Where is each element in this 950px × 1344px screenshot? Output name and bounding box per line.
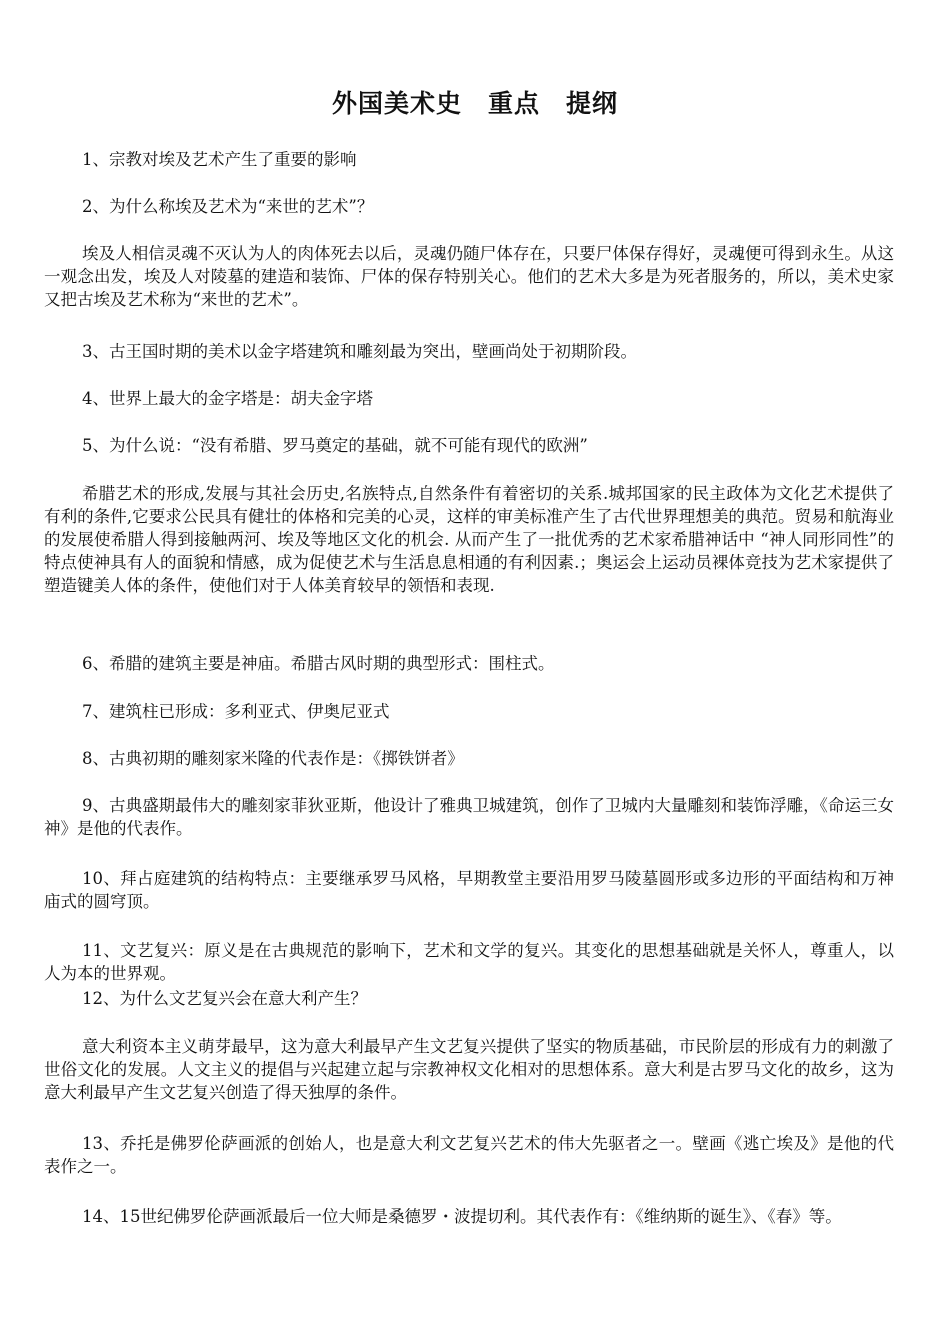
paragraph-17: 14、15世纪佛罗伦萨画派最后一位大师是桑德罗・波提切利。其代表作有：《维纳斯的诞生》、《春》等。 <box>82 1207 842 1226</box>
paragraph-15: 意大利资本主义萌芽最早，这为意大利最早产生文艺复兴提供了坚实的物质基础，市民阶层的形成有力的刺激了世俗文化的发展。人文主义的提倡与兴起建立起与宗教神权文化相对的思想体系。意大利是古罗马文化的故乡，这为意大利最早产生文艺复兴创造了得天独厚的条件。 <box>44 1037 894 1102</box>
paragraph-9: 7、建筑柱已形成：多利亚式、伊奥尼亚式 <box>82 702 390 721</box>
paragraph-7: 希腊艺术的形成,发展与其社会历史,名族特点,自然条件有着密切的关系.城邦国家的民主政体为文化艺术提供了有利的条件,它要求公民具有健壮的体格和完美的心灵，这样的审美标准产生了古代世界理想美的典范。贸易和航海业的发展使希腊人得到接触两河、埃及等地区文化的机会. 从而产生了一批优秀的艺术家希腊神话中 “神人同形同性”的特点使神具有人的面貌和情感，成为促使艺术与生活息息相通的有利因素.；奥运会上运动员裸体竞技为艺术家提供了塑造键美人体的条件，使他们对于人体美育较早的领悟和表现. <box>44 484 894 595</box>
paragraph-10: 8、古典初期的雕刻家米隆的代表作是：《掷铁饼者》 <box>82 749 464 768</box>
paragraph-16: 13、乔托是佛罗伦萨画派的创始人，也是意大利文艺复兴艺术的伟大先驱者之一。壁画《逃亡埃及》是他的代表作之一。 <box>44 1134 894 1176</box>
paragraph-8: 6、希腊的建筑主要是神庙。希腊古风时期的典型形式：围柱式。 <box>82 654 555 673</box>
paragraph-12: 10、拜占庭建筑的结构特点：主要继承罗马风格，早期教堂主要沿用罗马陵墓圆形或多边形的平面结构和万神庙式的圆穹顶。 <box>44 869 894 911</box>
paragraph-14: 12、为什么文艺复兴会在意大利产生？ <box>82 989 367 1008</box>
paragraph-5: 4、世界上最大的金字塔是：胡夫金字塔 <box>82 389 373 408</box>
document-title: 外国美术史 重点 提纲 <box>331 89 618 118</box>
paragraph-3: 埃及人相信灵魂不灭认为人的肉体死去以后，灵魂仍随尸体存在，只要尸体保存得好，灵魂便可得到永生。从这一观念出发，埃及人对陵墓的建造和装饰、尸体的保存特别关心。他们的艺术大多是为死者服务的，所以，美术史家又把古埃及艺术称为“来世的艺术”。 <box>44 244 894 309</box>
paragraph-1: 1、宗教对埃及艺术产生了重要的影响 <box>82 150 357 169</box>
paragraph-13: 11、文艺复兴：原义是在古典规范的影响下，艺术和文学的复兴。其变化的思想基础就是关怀人，尊重人，以人为本的世界观。 <box>44 941 894 983</box>
paragraph-4: 3、古王国时期的美术以金字塔建筑和雕刻最为突出，壁画尚处于初期阶段。 <box>82 342 637 361</box>
paragraph-6: 5、为什么说：“没有希腊、罗马奠定的基础，就不可能有现代的欧洲” <box>82 436 588 455</box>
paragraph-2: 2、为什么称埃及艺术为“来世的艺术”？ <box>82 197 374 216</box>
paragraph-11: 9、古典盛期最伟大的雕刻家菲狄亚斯，他设计了雅典卫城建筑，创作了卫城内大量雕刻和装饰浮雕，《命运三女神》是他的代表作。 <box>44 796 894 838</box>
